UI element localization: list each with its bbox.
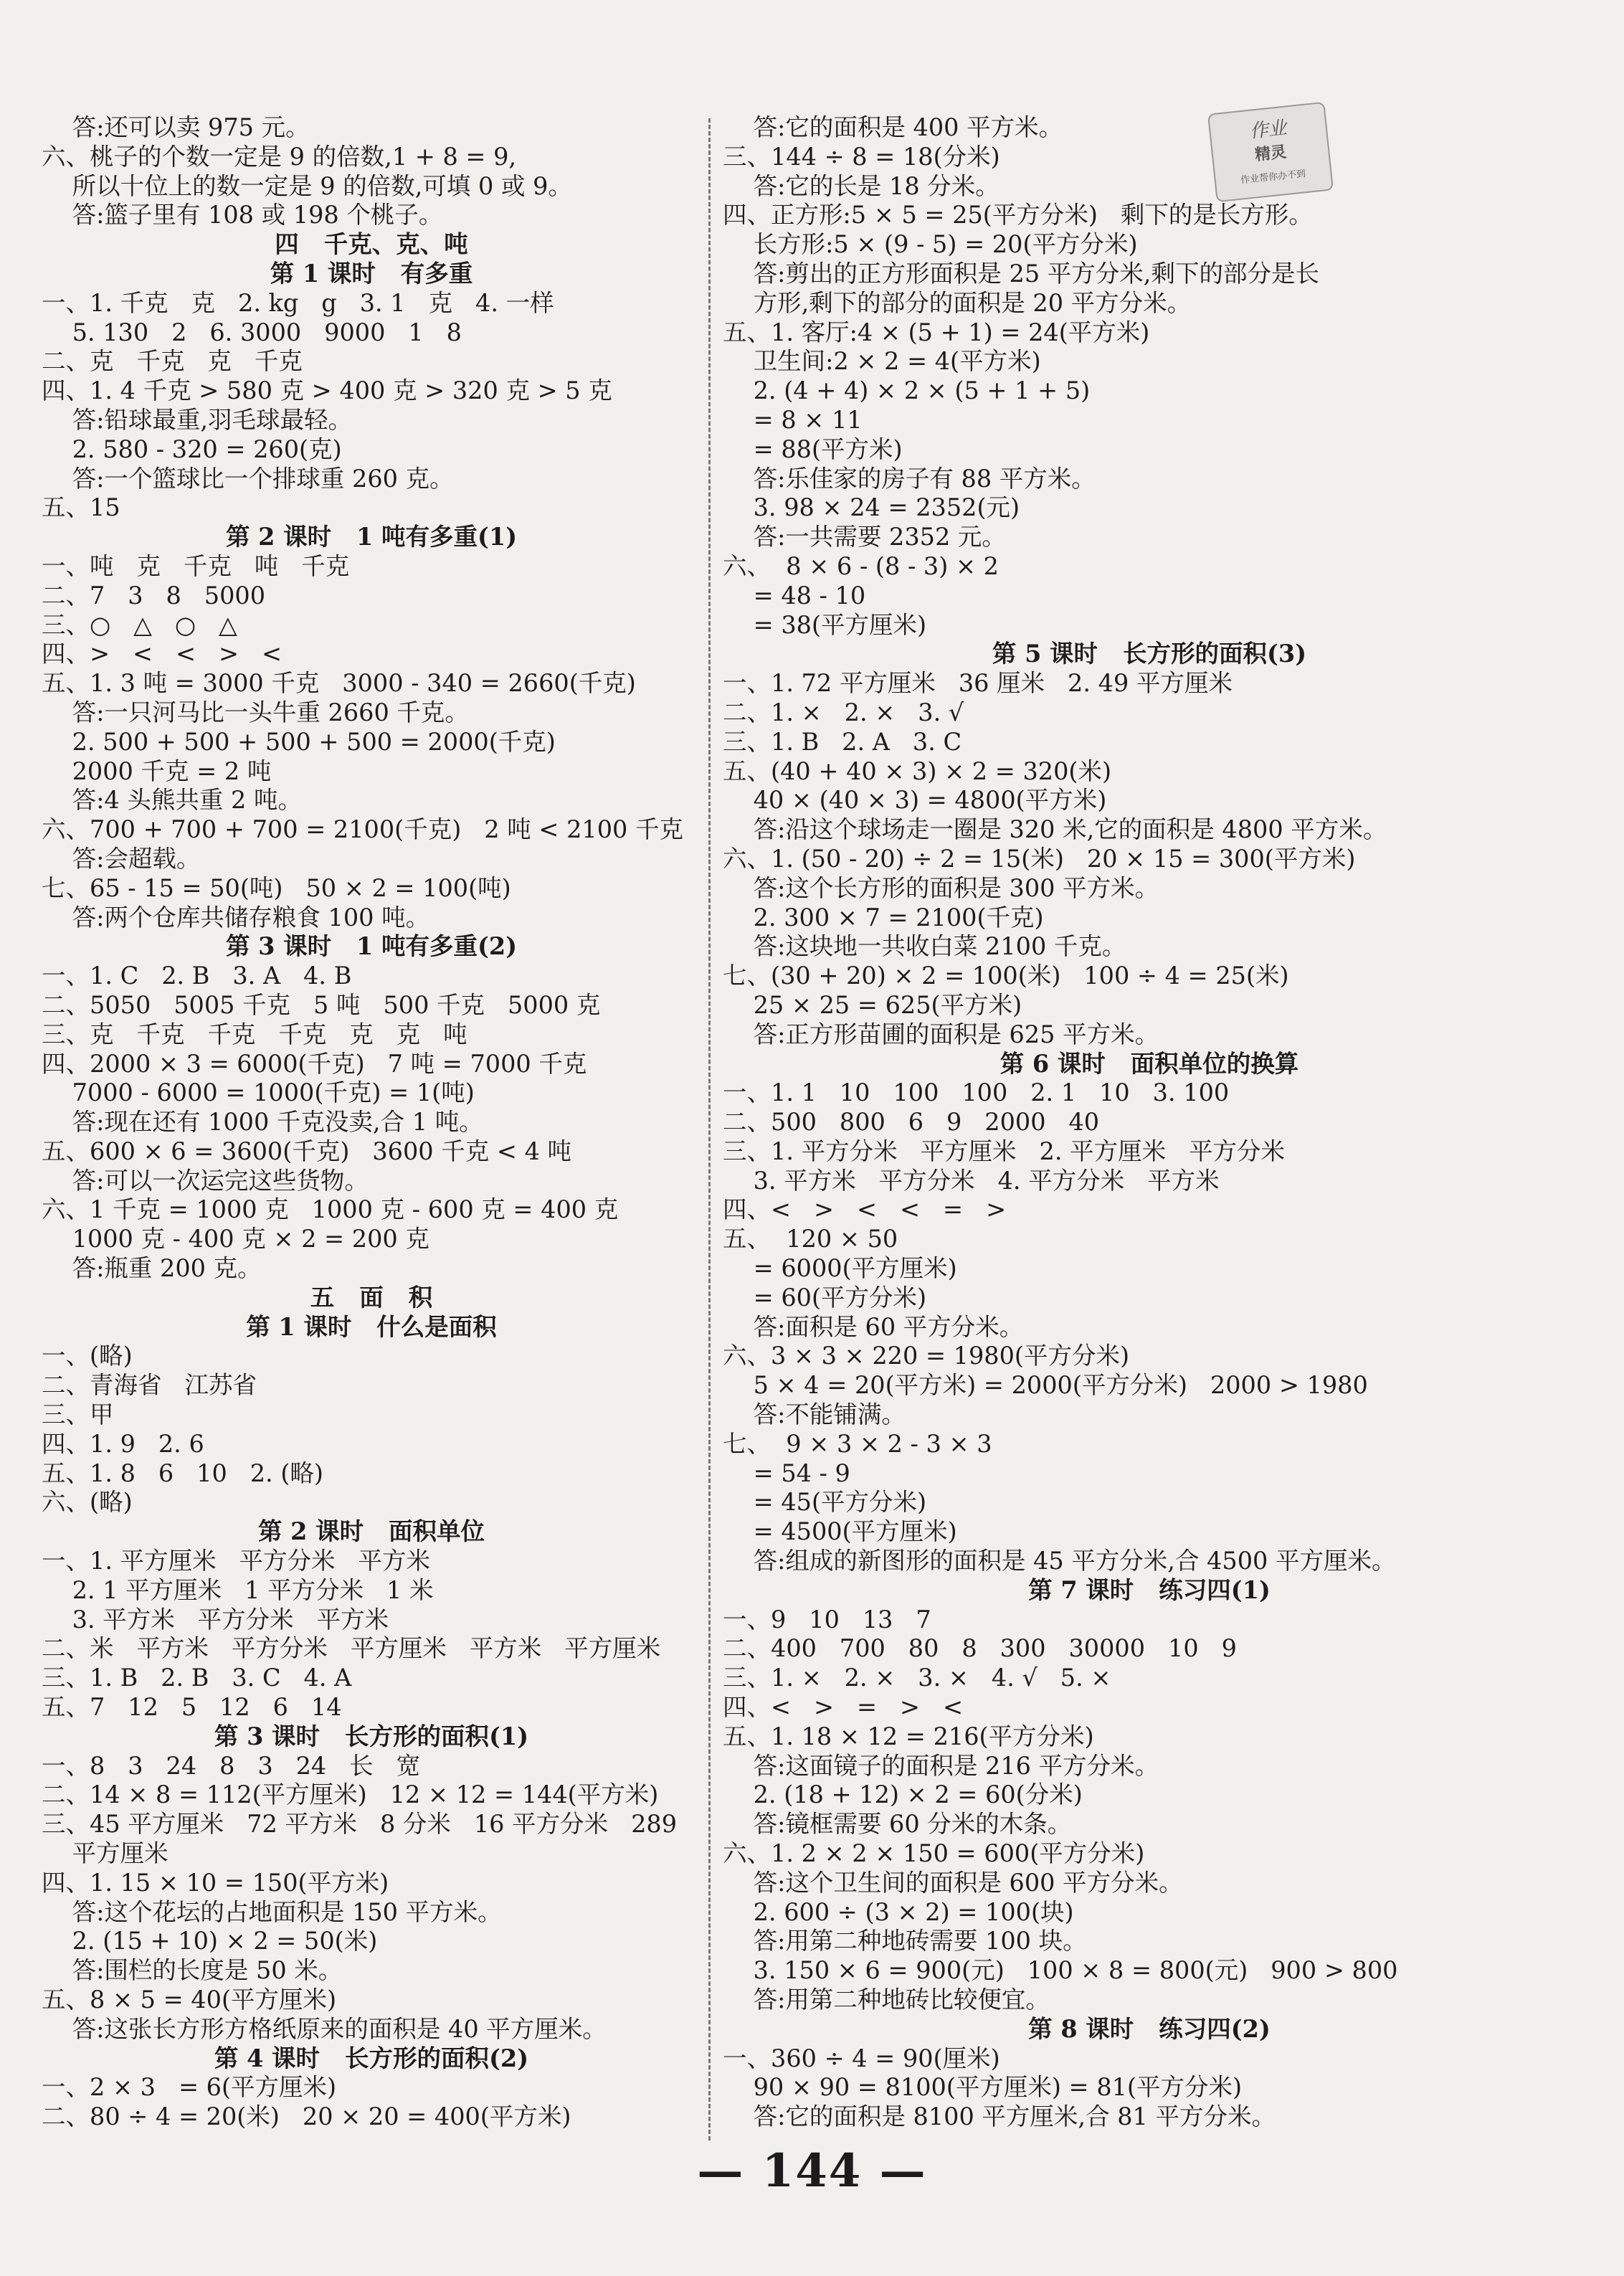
answer-line: 六、700 + 700 + 700 = 2100(千克) 2 吨 < 2100 千克 xyxy=(42,815,683,844)
stamp-line-3: 作业帮你办不到 xyxy=(1240,169,1306,186)
answer-line: 90 × 90 = 8100(平方厘米) = 81(平方分米) xyxy=(723,2073,1243,2102)
answer-line: 五、1. 客厅:4 × (5 + 1) = 24(平方米) xyxy=(723,318,1150,346)
section-heading: 第 3 课时 1 吨有多重(2) xyxy=(225,932,518,961)
section-heading: 四 千克、克、吨 xyxy=(275,230,468,259)
answer-line: 六、1. 2 × 2 × 150 = 600(平方分米) xyxy=(723,1839,1145,1868)
answer-line: 三、甲 xyxy=(42,1400,114,1429)
answer-line: 二、400 700 80 8 300 30000 10 9 xyxy=(723,1634,1237,1663)
answer-line: 五、(40 + 40 × 3) × 2 = 320(米) xyxy=(723,757,1112,785)
answer-line: 五、1. 3 吨 = 3000 千克 3000 - 340 = 2660(千克) xyxy=(42,669,636,698)
answer-line: 5 × 4 = 20(平方米) = 2000(平方分米) 2000 > 1980 xyxy=(723,1371,1368,1400)
answer-line: 答:这个长方形的面积是 300 平方米。 xyxy=(723,873,1159,902)
answer-line: 七、65 - 15 = 50(吨) 50 × 2 = 100(吨) xyxy=(42,873,511,902)
answer-line: 四、1. 15 × 10 = 150(平方米) xyxy=(42,1868,389,1897)
answer-line: 2. 300 × 7 = 2100(千克) xyxy=(723,903,1044,931)
stamp-line-2: 精灵 xyxy=(1253,142,1288,165)
answer-line: 答:这个卫生间的面积是 600 平方分米。 xyxy=(723,1868,1183,1897)
answer-line: 答:这个花坛的占地面积是 150 平方米。 xyxy=(42,1897,502,1926)
answer-line: 四、> < < > < xyxy=(42,640,282,668)
answer-line: 三、○ △ ○ △ xyxy=(42,610,237,639)
section-heading: 第 7 课时 练习四(1) xyxy=(1028,1575,1271,1604)
answer-line: 2. 1 平方厘米 1 平方分米 1 米 xyxy=(42,1575,434,1604)
right-column xyxy=(723,113,1576,2132)
answer-line: 一、1. C 2. B 3. A 4. B xyxy=(42,962,352,990)
answer-line: 二、80 ÷ 4 = 20(米) 20 × 20 = 400(平方米) xyxy=(42,2102,571,2131)
answer-line: 答:这张长方形方格纸原来的面积是 40 平方厘米。 xyxy=(42,2014,607,2043)
answer-line: 7000 - 6000 = 1000(千克) = 1(吨) xyxy=(42,1078,475,1107)
answer-line: 三、1. 平方分米 平方厘米 2. 平方厘米 平方分米 xyxy=(723,1137,1286,1165)
answer-line: 三、1. × 2. × 3. × 4. √ 5. × xyxy=(723,1664,1111,1692)
answer-line: 二、500 800 6 9 2000 40 xyxy=(723,1108,1100,1137)
answer-line: 答:用第二种地砖比较便宜。 xyxy=(723,1986,1050,2014)
answer-line: 卫生间:2 × 2 = 4(平方米) xyxy=(723,347,1041,376)
answer-line: 六、1. (50 - 20) ÷ 2 = 15(米) 20 × 15 = 300(平方米) xyxy=(723,844,1356,873)
answer-line: 40 × (40 × 3) = 4800(平方米) xyxy=(723,786,1107,815)
answer-line: 一、1. 平方厘米 平方分米 平方米 xyxy=(42,1547,431,1575)
answer-line: 2. 600 ÷ (3 × 2) = 100(块) xyxy=(723,1897,1074,1926)
answer-line: = 4500(平方厘米) xyxy=(723,1517,957,1546)
answer-line: 答:4 头熊共重 2 吨。 xyxy=(42,786,302,815)
answer-line: 四、正方形:5 × 5 = 25(平方分米) 剩下的是长方形。 xyxy=(723,201,1313,229)
left-column xyxy=(42,113,701,2132)
answer-line: 四、2000 × 3 = 6000(千克) 7 吨 = 7000 千克 xyxy=(42,1049,587,1078)
page-number: — 144 — xyxy=(697,2144,927,2198)
answer-line: = 8 × 11 xyxy=(723,405,863,434)
answer-line: 一、2 × 3 = 6(平方厘米) xyxy=(42,2073,337,2102)
answer-line: 2. 580 - 320 = 260(克) xyxy=(42,435,342,463)
answer-line: 答:瓶重 200 克。 xyxy=(42,1254,262,1283)
answer-line: 答:它的面积是 400 平方米。 xyxy=(723,113,1063,141)
answer-line: 5. 130 2 6. 3000 9000 1 8 xyxy=(42,318,462,346)
answer-line: 七、 9 × 3 × 2 - 3 × 3 xyxy=(723,1429,992,1458)
section-heading: 第 2 课时 1 吨有多重(1) xyxy=(225,523,518,551)
answer-line: 答:一共需要 2352 元。 xyxy=(723,523,1006,551)
section-heading: 第 2 课时 面积单位 xyxy=(257,1517,485,1546)
answer-line: 答:沿这个球场走一圈是 320 米,它的面积是 4800 平方米。 xyxy=(723,815,1387,844)
answer-line: 一、1. 72 平方厘米 36 厘米 2. 49 平方厘米 xyxy=(723,669,1233,698)
answer-line: 一、1. 千克 克 2. kg g 3. 1 克 4. 一样 xyxy=(42,288,554,317)
answer-line: 三、45 平方厘米 72 平方米 8 分米 16 平方分米 289 xyxy=(42,1810,678,1839)
answer-line: 六、3 × 3 × 220 = 1980(平方分米) xyxy=(723,1342,1130,1370)
answer-line: 答:可以一次运完这些货物。 xyxy=(42,1166,369,1195)
answer-line: 答:不能铺满。 xyxy=(723,1400,906,1429)
answer-line: 2. 500 + 500 + 500 + 500 = 2000(千克) xyxy=(42,727,556,756)
answer-line: 五、 120 × 50 xyxy=(723,1225,898,1253)
section-heading: 第 1 课时 什么是面积 xyxy=(246,1312,497,1341)
answer-line: 答:正方形苗圃的面积是 625 平方米。 xyxy=(723,1020,1159,1048)
answer-line: 一、9 10 13 7 xyxy=(723,1605,931,1633)
answer-line: 答:它的长是 18 分米。 xyxy=(723,171,999,200)
section-heading: 第 5 课时 长方形的面积(3) xyxy=(992,640,1307,668)
answer-line: 2. (18 + 12) × 2 = 60(分米) xyxy=(723,1781,1083,1809)
answer-line: = 48 - 10 xyxy=(723,581,866,610)
answer-line: 答:一个篮球比一个排球重 260 克。 xyxy=(42,464,454,493)
answer-line: 二、青海省 江苏省 xyxy=(42,1371,257,1400)
answer-line: 答:用第二种地砖需要 100 块。 xyxy=(723,1927,1087,1955)
answer-line: 二、米 平方米 平方分米 平方厘米 平方米 平方厘米 xyxy=(42,1634,661,1663)
answer-line: 方形,剩下的部分的面积是 20 平方分米。 xyxy=(723,288,1192,317)
answer-line: 三、1. B 2. A 3. C xyxy=(723,727,962,756)
answer-line: 答:铅球最重,羽毛球最轻。 xyxy=(42,405,353,434)
answer-line: 答:围栏的长度是 50 米。 xyxy=(42,1956,343,1985)
answer-line: 三、1. B 2. B 3. C 4. A xyxy=(42,1664,352,1692)
section-heading: 五 面 积 xyxy=(310,1283,433,1312)
answer-line: 答:篮子里有 108 或 198 个桃子。 xyxy=(42,201,443,229)
answer-line: 平方厘米 xyxy=(42,1839,168,1868)
answer-line: 四、< > = > < xyxy=(723,1693,964,1722)
answer-line: 25 × 25 = 625(平方米) xyxy=(723,990,1022,1019)
answer-line: 五、1. 18 × 12 = 216(平方分米) xyxy=(723,1722,1094,1750)
answer-line: 一、(略) xyxy=(42,1342,133,1370)
answer-line: 五、8 × 5 = 40(平方厘米) xyxy=(42,1986,337,2014)
answer-line: = 54 - 9 xyxy=(723,1459,850,1487)
answer-line: 二、1. × 2. × 3. √ xyxy=(723,698,964,726)
answer-line: 四、1. 9 2. 6 xyxy=(42,1429,204,1458)
answer-line: 答:它的面积是 8100 平方厘米,合 81 平方分米。 xyxy=(723,2102,1276,2131)
answer-line: 一、8 3 24 8 3 24 长 宽 xyxy=(42,1751,421,1780)
answer-line: 二、5050 5005 千克 5 吨 500 千克 5000 克 xyxy=(42,990,601,1019)
answer-line: 答:这块地一共收白菜 2100 千克。 xyxy=(723,932,1126,961)
answer-line: 六、1 千克 = 1000 克 1000 克 - 600 克 = 400 克 xyxy=(42,1195,619,1224)
answer-line: 五、15 xyxy=(42,493,120,522)
answer-line: 2000 千克 = 2 吨 xyxy=(42,757,272,785)
section-heading: 第 3 课时 长方形的面积(1) xyxy=(214,1722,529,1750)
answer-line: 三、144 ÷ 8 = 18(分米) xyxy=(723,142,1000,171)
answer-line: 二、7 3 8 5000 xyxy=(42,581,266,610)
answer-line: 一、吨 克 千克 吨 千克 xyxy=(42,551,350,580)
answer-line: 五、600 × 6 = 3600(千克) 3600 千克 < 4 吨 xyxy=(42,1137,572,1165)
answer-line: = 88(平方米) xyxy=(723,435,903,463)
answer-line: 答:两个仓库共储存粮食 100 吨。 xyxy=(42,903,430,931)
watermark-stamp xyxy=(1207,102,1334,202)
answer-line: 答:乐佳家的房子有 88 平方米。 xyxy=(723,464,1096,493)
answer-line: 六、(略) xyxy=(42,1488,133,1517)
answer-line: = 6000(平方厘米) xyxy=(723,1254,957,1283)
answer-line: 所以十位上的数一定是 9 的倍数,可填 0 或 9。 xyxy=(42,171,572,200)
answer-line: 五、7 12 5 12 6 14 xyxy=(42,1693,342,1722)
stamp-line-1: 作业 xyxy=(1248,117,1288,143)
answer-line: 3. 平方米 平方分米 4. 平方分米 平方米 xyxy=(723,1166,1220,1195)
answer-line: 二、14 × 8 = 112(平方厘米) 12 × 12 = 144(平方米) xyxy=(42,1781,659,1809)
answer-line: 答:镜框需要 60 分米的木条。 xyxy=(723,1810,1072,1839)
answer-line: 答:面积是 60 平方分米。 xyxy=(723,1312,1024,1341)
answer-line: 一、1. 1 10 100 100 2. 1 10 3. 100 xyxy=(723,1078,1230,1107)
answer-line: 3. 150 × 6 = 900(元) 100 × 8 = 800(元) 900 > 800 xyxy=(723,1956,1398,1985)
section-heading: 第 1 课时 有多重 xyxy=(270,259,473,288)
column-divider xyxy=(708,118,711,2140)
section-heading: 第 8 课时 练习四(2) xyxy=(1028,2014,1271,2043)
answer-line: 长方形:5 × (9 - 5) = 20(平方分米) xyxy=(723,230,1138,259)
answer-line: 四、< > < < = > xyxy=(723,1195,1007,1224)
answer-line: 答:会超载。 xyxy=(42,844,201,873)
answer-line: 六、桃子的个数一定是 9 的倍数,1 + 8 = 9, xyxy=(42,142,517,171)
answer-line: 答:这面镜子的面积是 216 平方分米。 xyxy=(723,1751,1159,1780)
answer-line: 三、克 千克 千克 千克 克 克 吨 xyxy=(42,1020,467,1048)
answer-line: 2. (15 + 10) × 2 = 50(米) xyxy=(42,1927,378,1955)
answer-line: 四、1. 4 千克 > 580 克 > 400 克 > 320 克 > 5 克 xyxy=(42,376,612,405)
answer-line: 五、1. 8 6 10 2. (略) xyxy=(42,1459,323,1487)
section-heading: 第 4 课时 长方形的面积(2) xyxy=(214,2044,529,2072)
answer-line: 3. 98 × 24 = 2352(元) xyxy=(723,493,1020,522)
answer-line: 六、 8 × 6 - (8 - 3) × 2 xyxy=(723,551,999,580)
answer-line: 答:现在还有 1000 千克没卖,合 1 吨。 xyxy=(42,1108,483,1137)
answer-line: 1000 克 - 400 克 × 2 = 200 克 xyxy=(42,1225,429,1253)
answer-line: = 60(平方分米) xyxy=(723,1283,927,1312)
answer-line: 答:一只河马比一头牛重 2660 千克。 xyxy=(42,698,469,726)
answer-line: 二、克 千克 克 千克 xyxy=(42,347,303,376)
answer-line: 2. (4 + 4) × 2 × (5 + 1 + 5) xyxy=(723,376,1091,405)
answer-line: 3. 平方米 平方分米 平方米 xyxy=(42,1605,389,1633)
answer-line: 答:还可以卖 975 元。 xyxy=(42,113,310,141)
answer-line: 答:组成的新图形的面积是 45 平方分米,合 4500 平方厘米。 xyxy=(723,1547,1396,1575)
answer-line: = 38(平方厘米) xyxy=(723,610,927,639)
answer-line: 答:剪出的正方形面积是 25 平方分米,剩下的部分是长 xyxy=(723,259,1319,288)
answer-line: = 45(平方分米) xyxy=(723,1488,927,1517)
answer-line: 一、360 ÷ 4 = 90(厘米) xyxy=(723,2044,1000,2072)
section-heading: 第 6 课时 面积单位的换算 xyxy=(999,1049,1299,1078)
answer-line: 七、(30 + 20) × 2 = 100(米) 100 ÷ 4 = 25(米) xyxy=(723,962,1289,990)
